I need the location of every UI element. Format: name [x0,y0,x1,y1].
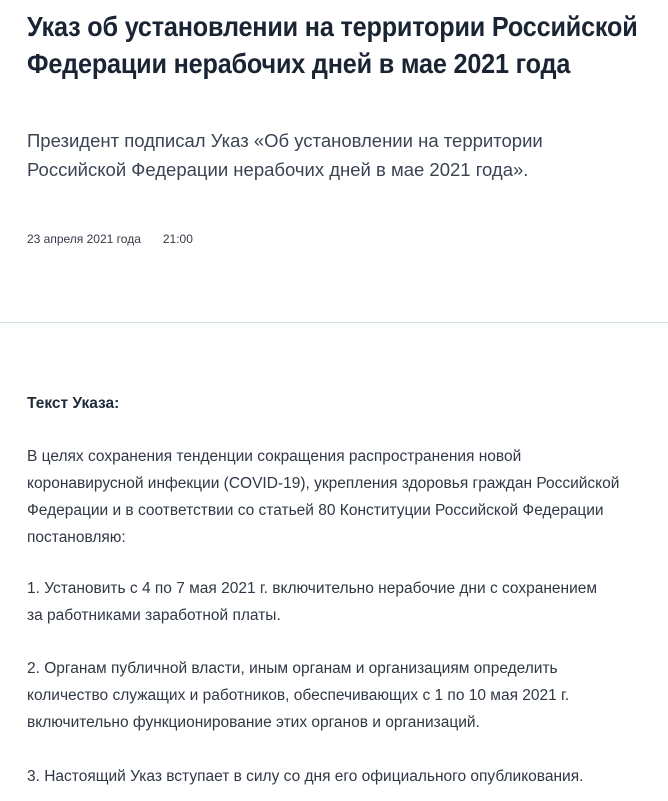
paragraph-line: за работниками заработной платы. [27,607,281,624]
article-meta [27,232,193,246]
paragraph-line: 1. Установить с 4 по 7 мая 2021 г. включительно нерабочие дни с сохранением [27,580,598,597]
decree-text [27,390,657,785]
article-lead-line: Президент подписал Указ «Об установлении на территории [27,130,543,151]
article-title-line: Указ об установлении на территории Российской [27,11,638,42]
decree-intro-paragraph [27,443,657,551]
paragraph-line: включительно функционирование этих органов и организаций. [27,714,480,731]
article-header [27,8,657,82]
paragraph-line: 3. Настоящий Указ вступает в силу со дня его официального опубликования. [27,768,584,785]
article-title [27,8,657,82]
paragraph-line: постановляю: [27,529,126,546]
paragraph-line: В целях сохранения тенденции сокращения распространения новой [27,448,522,465]
decree-item-3 [27,763,657,790]
paragraph-line: количество служащих и работников, обеспечивающих с 1 по 10 мая 2021 г. [27,687,570,704]
section-divider [0,322,668,323]
paragraph-line: коронавирусной инфекции (COVID-19), укрепления здоровья граждан Российской [27,475,620,492]
article-lead [27,126,627,184]
article-lead-line: Российской Федерации нерабочих дней в мае 2021 года». [27,159,529,180]
publication-time: 21:00 [162,232,193,246]
paragraph-line: Федерации и в соответствии со статьей 80 Конституции Российской Федерации [27,502,604,519]
decree-heading: Текст Указа: [27,395,120,412]
article-title-line: Федерации нерабочих дней в мае 2021 года [27,48,571,79]
decree-item-2 [27,655,657,736]
decree-item-1 [27,575,657,629]
paragraph-line: 2. Органам публичной власти, иным органам и организациям определить [27,660,558,677]
publication-date: 23 апреля 2021 года [27,232,141,246]
